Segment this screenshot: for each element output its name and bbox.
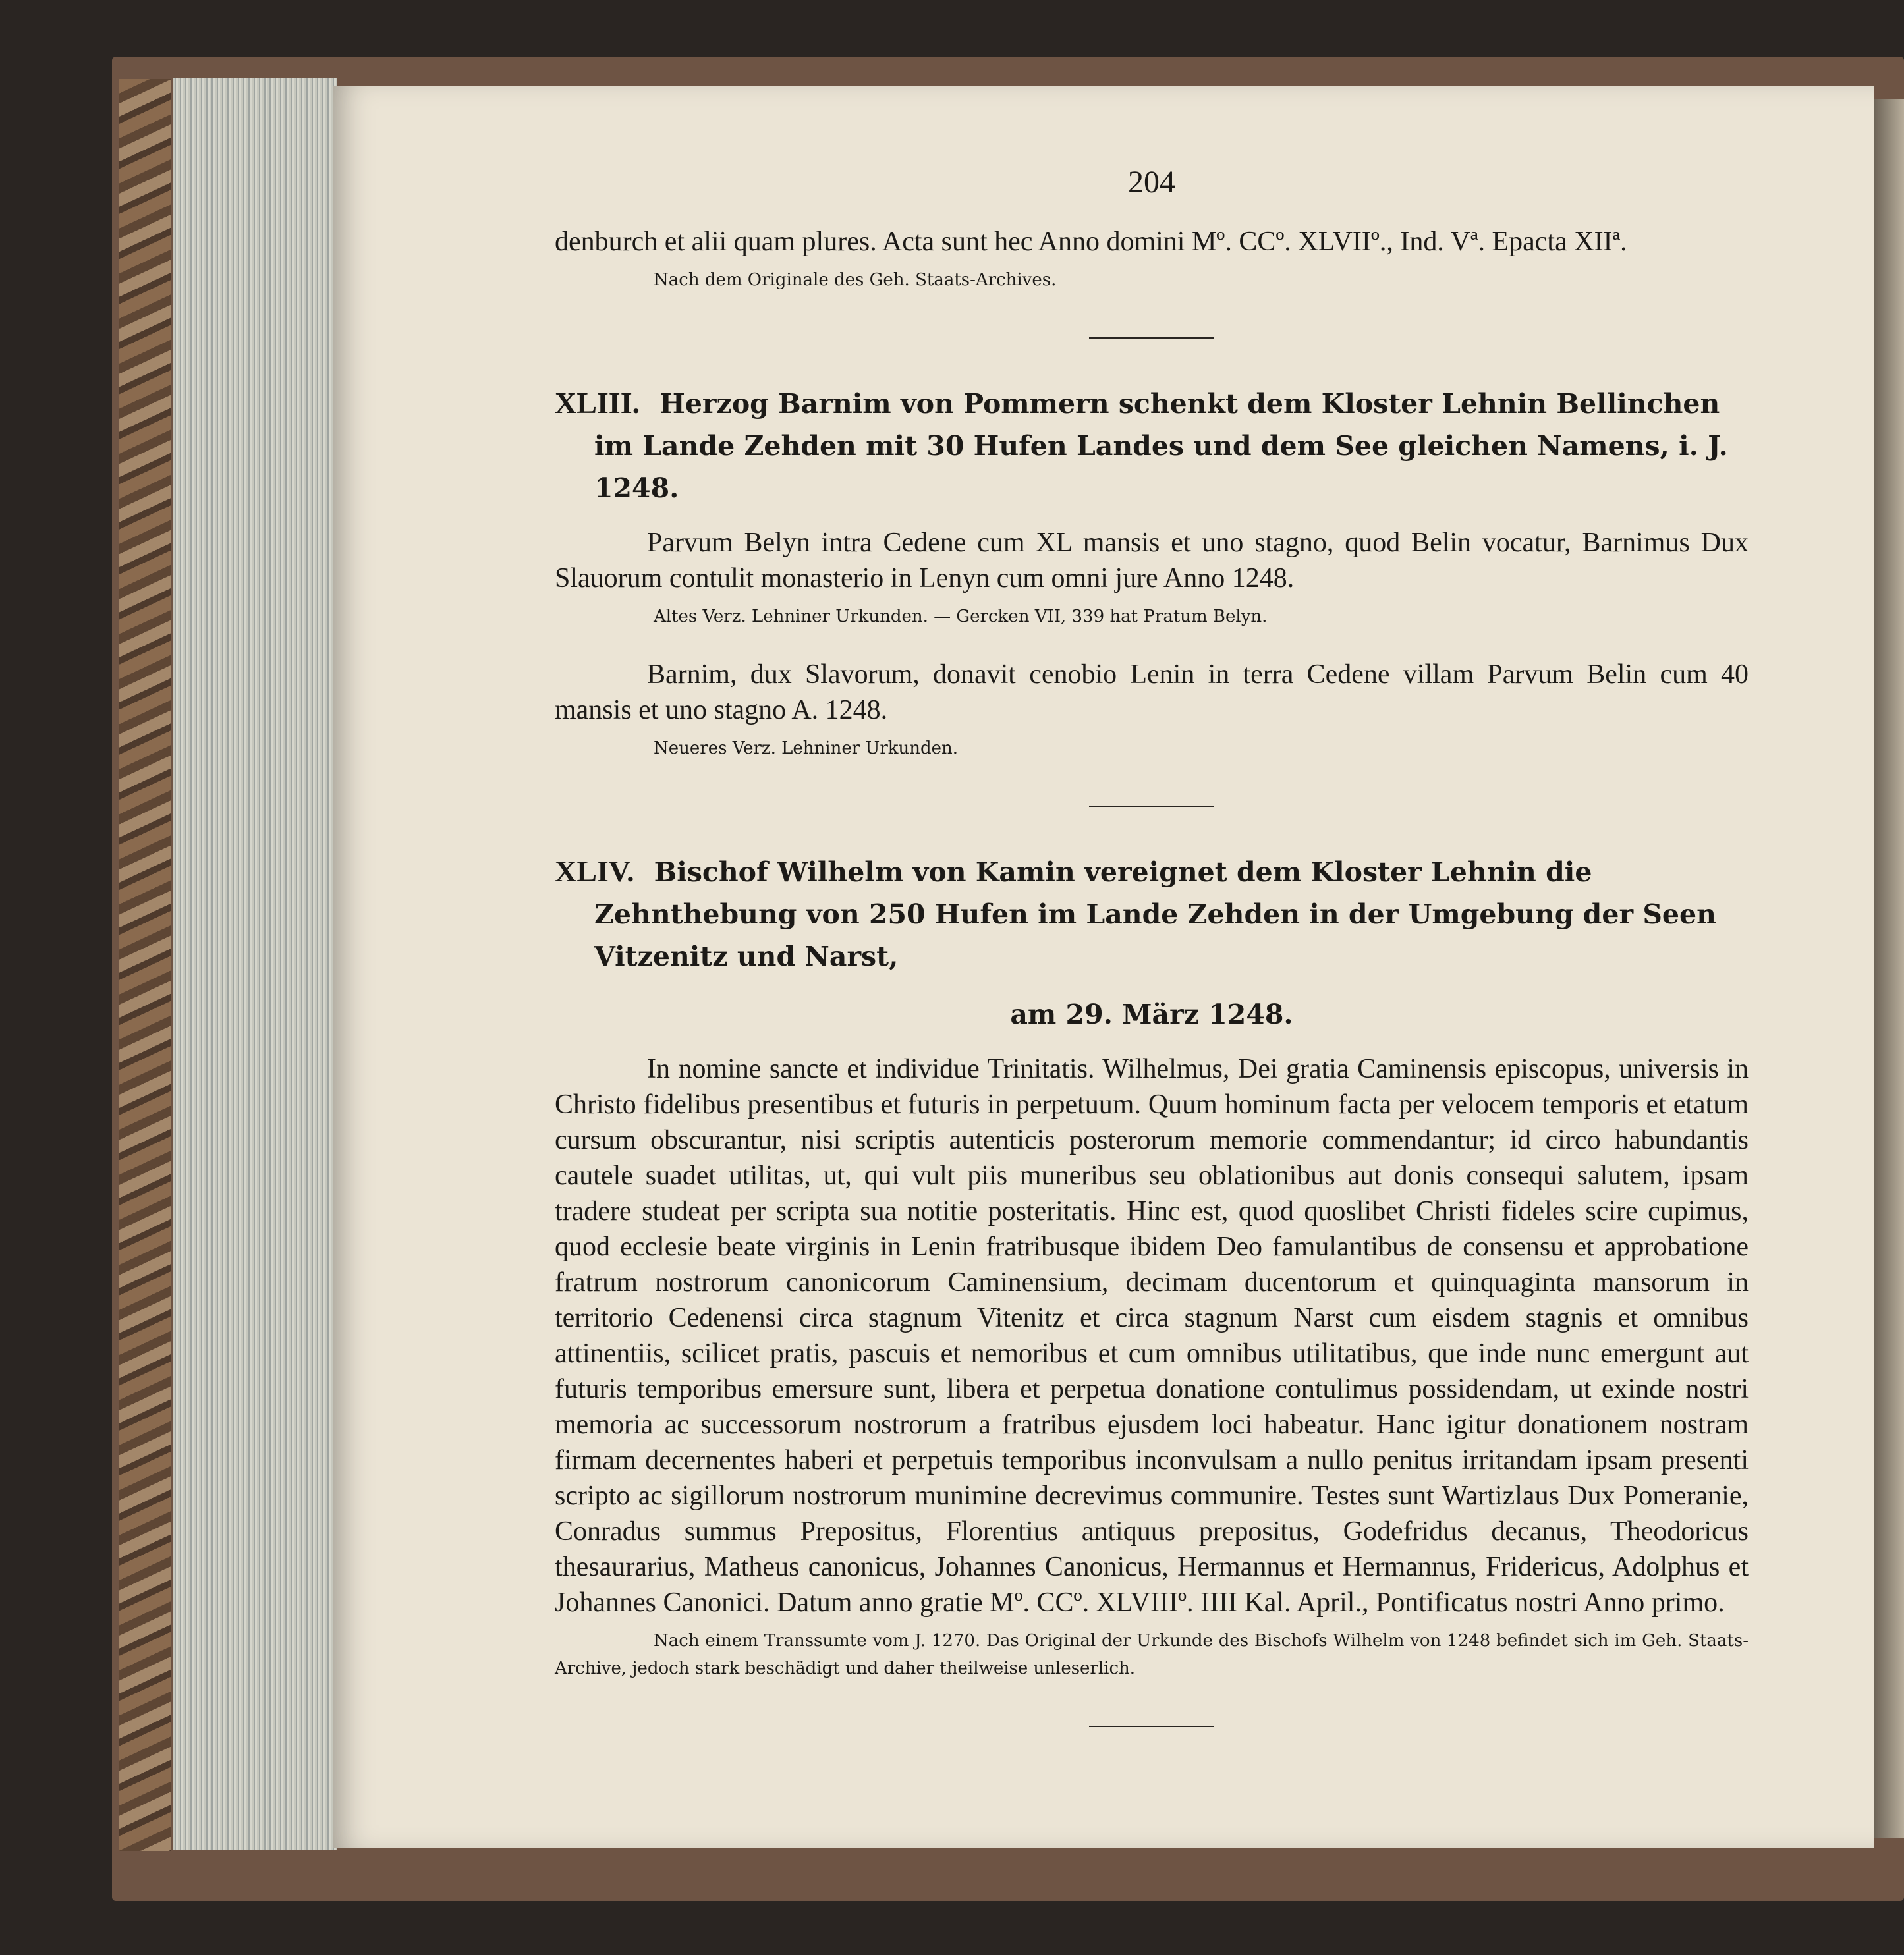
marbled-endpaper	[119, 79, 171, 1851]
doc44-title: Bischof Wilhelm von Kamin vereignet dem Kloster Lehnin die Zehnthebung von 250 Hufen im Lande Zehden in der Umgebung der Seen Vitzenitz und Narst,	[594, 856, 1716, 972]
doc44-heading	[555, 850, 1749, 978]
page-number: 204	[1128, 165, 1175, 200]
doc44-number: XLIV.	[555, 854, 634, 888]
opening-text: denburch et alii quam plures. Acta sunt hec Anno domini Mº. CCº. XLVIIº., Ind. Vª. Epacta XIIª.	[555, 227, 1627, 257]
section-divider	[1089, 337, 1214, 339]
doc44-date: am 29. März 1248.	[1010, 999, 1293, 1030]
doc43-paragraph-2: Barnim, dux Slavorum, donavit cenobio Lenin in terra Cedene villam Parvum Belin cum 40 mansis et uno stagno A. 1248.	[555, 659, 1749, 725]
doc44-body: In nomine sancte et individue Trinitatis. Wilhelmus, Dei gratia Caminensis episcopus, universis in Christo fidelibus presentibus et futuris in perpetuum. Quum hominum facta per velocem temporis et etatum cursum obscurantur, nisi scriptis autenticis posterorum memorie commendantur; id circo habundantis cautele suadet utilitas, ut, qui vult piis muneribus seu oblationibus aut donis consequi salutem, ipsam tradere studeat per scripta sua notitie posteritatis. Hinc est, quod quoslibet Christi fideles scire cupimus, quod ecclesie beate virginis in Lenin fratribusque ibidem Deo famulantibus de consensu et approbatione fratrum nostrorum canonicorum Caminensium, decimam ducentorum et quinquaginta mansorum in territorio Cedenensi circa stagnum Vitenitz et circa stagnum Narst cum eisdem stagnis et omnibus attinentiis, scilicet pratis, pascuis et nemoribus et cum omnibus utilitatibus, que inde nunc emergunt aut futuris temporibus emersure sunt, libera et perpetua donatione contulimus possidendam, ut exinde nostri memoria ac successorum nostrorum a fratribus ejusdem loci habeatur. Hanc igitur donationem nostram firmam decernentes haberi et perpetuis temporibus inconvulsam a nullo penitus irritandam ipsam presenti scripto ac sigillorum nostrorum munimine decrevimus communire. Testes sunt Wartizlaus Dux Pomeranie, Conradus summus Prepositus, Florentius antiquus prepositus, Godefridus decanus, Theodoricus thesaurarius, Matheus canonicus, Johannes Canonicus, Hermannus et Hermannus, Fridericus, Adolphus et Johannes Canonici. Datum anno gratie Mº. CCº. XLVIIIº. IIII Kal. April., Pontificatus nostri Anno primo.	[555, 1054, 1749, 1618]
page-content	[555, 158, 1749, 1771]
doc43-heading	[555, 382, 1749, 509]
doc44-source-note: Nach einem Transsumte vom J. 1270. Das Original der Urkunde des Bischofs Wilhelm von 1248 befindet sich im Geh. Staats-Archive, jedoch stark beschädigt und daher theilweise unleserlich.	[555, 1631, 1749, 1678]
doc43-source-note-2: Neueres Verz. Lehniner Urkunden.	[654, 738, 959, 758]
opening-source-note: Nach dem Originale des Geh. Staats-Archives.	[654, 270, 1057, 290]
page-edges	[173, 78, 337, 1850]
section-divider	[1089, 806, 1214, 807]
spacer	[555, 630, 1749, 657]
doc43-title: Herzog Barnim von Pommern schenkt dem Kloster Lehnin Bellinchen im Lande Zehden mit 30 Hufen Landes und dem See gleichen Namens, i. J. 1248.	[594, 388, 1728, 504]
doc43-number: XLIII.	[555, 386, 640, 420]
doc43-source-note-1: Altes Verz. Lehniner Urkunden. — Gercken VII, 339 hat Pratum Belyn.	[654, 607, 1268, 626]
facing-page-edge	[1874, 99, 1904, 1838]
doc43-paragraph-1: Parvum Belyn intra Cedene cum XL mansis et uno stagno, quod Belin vocatur, Barnimus Dux Slauorum contulit monasterio in Lenyn cum omni jure Anno 1248.	[555, 528, 1749, 593]
section-divider	[1089, 1726, 1214, 1727]
